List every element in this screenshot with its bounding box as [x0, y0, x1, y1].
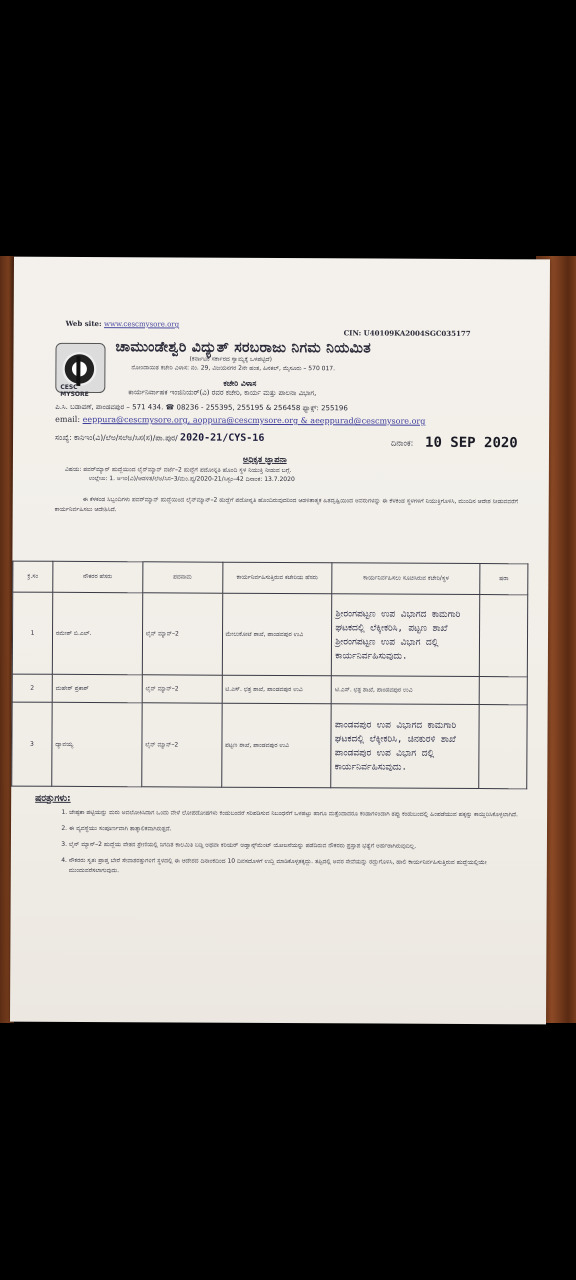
cell-current-office: ಟಿ.ಎಸ್. ಛತ್ರ ಶಾಖೆ, ಪಾಂಡವಪುರ ಉವಿ	[222, 675, 332, 704]
reference-number	[55, 432, 264, 444]
cin-number: CIN: U40109KA2004SGC035177	[343, 328, 471, 338]
header-employee-name: ನೌಕರರ ಹೆಸರು	[53, 561, 143, 592]
cell-new-office: ಪಾಂಡವಪುರ ಉಪ ವಿಭಾಗದ ಕಾಮಗಾರಿ ಘಟಕದಲ್ಲಿ ಲೆಕ್ಕೀಕರಿಸಿ, ಚಿನಕುರಳಿ ಶಾಖೆ ಪಾಂಡವಪುರ ಉಪ ವಿಭಾಗ ದಲ್ಲಿ ಕಾರ್ಯನಿರ್ವಹಿಸುವುದು.	[331, 704, 479, 789]
cell-remarks	[479, 595, 527, 677]
condition-item: 3. ಲೈನ್ ಮ್ಯಾನ್–2 ಹುದ್ದೆಯ ವೇತನ ಶ್ರೇಣಿಯಲ್ಲಿ ನಿಗದಿತ ಕಾಲಮಿತಿ ಬಡ್ತಿ ಅಥವಾ ಕರಿಯರ್ ಅಡ್ವಾನ್ಸ್‌ಮೆಂಟ್ ಯೋಜನೆಯನ್ನು ಪಡೆದಿರುವ ನೌಕರರು ಪ್ರಸ್ತಾಪ ಭತ್ಯೆಗೆ ಅರ್ಹರಾಗಿರುವುದಿಲ್ಲ.	[69, 840, 539, 852]
date-label: ದಿನಾಂಕ:	[391, 438, 414, 448]
website-line	[66, 319, 180, 329]
table-header-row	[13, 561, 528, 595]
cell-serial: 2	[12, 674, 52, 702]
reference-handwritten: 2020-21/CYS-16	[180, 432, 265, 444]
header-new-office: ಕಾರ್ಯನಿರ್ವಹಿಸಲು ಸೂಚಿಸಿರುವ ಕಚೇರಿ/ಸ್ಥಳ	[332, 563, 480, 595]
date-stamp: 10 SEP 2020	[424, 434, 518, 452]
cell-employee-name: ಮಹೇಶ್ ಪ್ರಕಾಶ್	[52, 674, 142, 702]
website-label: Web site:	[65, 318, 102, 329]
cell-designation: ಲೈನ್ ಮ್ಯಾನ್–2	[142, 675, 222, 703]
reference-prefix: ಸಂಖ್ಯೆ: ಕಾನಿಇಂ(ವಿ)/ಲೆಅ/ಸಲೆಅ/ಸಿಸ(ಸ)/ಪಾ.ಪುರ/	[55, 432, 178, 443]
cell-current-office: ಪಟ್ಟಣ ಶಾಖೆ, ಪಾಂಡವಪುರ ಉವಿ	[221, 703, 331, 788]
registered-office-line: ನೋಂದಾಯಿತ ಕಚೇರಿ ವಿಳಾಸ: ನಂ. 29, ವಿಜಯನಗರ 2ನೇ ಹಂತ, ಹಿನಕಲ್, ಮೈಸೂರು – 570 017.	[131, 364, 336, 373]
notice-title: ಅಧಿಕೃತ ಜ್ಞಾಪನಾ	[242, 454, 287, 465]
cell-current-office: ಮೇಲುಕೋಟೆ ಶಾಖೆ, ಪಾಂಡವಪುರ ಉವಿ	[222, 593, 332, 676]
header-designation: ಪದನಾಮ	[142, 562, 222, 593]
cell-employee-name: ದ್ಯಾವಯ್ಯ	[52, 702, 142, 786]
cell-designation: ಲೈನ್ ಮ್ಯಾನ್–2	[142, 593, 222, 675]
email-line	[55, 415, 425, 426]
cell-designation: ಲೈನ್ ಮ್ಯಾನ್–2	[141, 703, 221, 787]
document-paper	[10, 257, 550, 1025]
government-undertaking-line: (ಕರ್ನಾಟಕ ಸರ್ಕಾರದ ಸ್ವಾಮ್ಯಕ್ಕೆ ಒಳಪಟ್ಟಿದೆ)	[189, 355, 272, 363]
cell-serial: 1	[12, 592, 52, 674]
cell-remarks	[479, 705, 527, 789]
cell-new-office: ಶ್ರೀರಂಗಪಟ್ಟಣ ಉಪ ವಿಭಾಗದ ಕಾಮಗಾರಿ ಘಟಕದಲ್ಲಿ ಲೆಕ್ಕೀಕರಿಸಿ, ಪಟ್ಟಣ ಶಾಖೆ ಶ್ರೀರಂಗಪಟ್ಟಣ ಉಪ ವಿಭಾಗ ದಲ್ಲಿ ಕಾರ್ಯನಿರ್ವಹಿಸುವುದು.	[332, 594, 480, 677]
notice-body: ಈ ಕೆಳಕಂಡ ಸಿಬ್ಬಂದಿಗಳು ಪವರ್‌ಮ್ಯಾನ್ ಹುದ್ದೆಯಿಂದ ಲೈನ್‌ಮ್ಯಾನ್–2 ಹುದ್ದೆಗೆ ಪದೋನ್ನತಿ ಹೊಂದಿರುವುದರಿಂದ ಆಡಳಿತಾತ್ಮಕ ಹಿತದೃಷ್ಟಿಯಿಂದ ಅವರುಗಳನ್ನು ಈ ಕೆಳಕಂಡ ಸ್ಥಳಗಳಿಗೆ ನಿಯುಕ್ತಿಗೊಳಿಸಿ, ಮುಂದಿನ ಆದೇಶ ನೀಡುವವರೆಗೆ ಕಾರ್ಯನಿರ್ವಹಿಸಲು ಆದೇಶಿಸಿದೆ.	[54, 495, 519, 514]
cell-serial: 3	[12, 702, 52, 786]
table-row	[12, 702, 527, 789]
website-link[interactable]: www.cescmysore.org	[104, 320, 180, 329]
email-label: email:	[55, 414, 81, 424]
office-address-title: ಕಚೇರಿ ವಿಳಾಸ	[223, 378, 257, 388]
cell-remarks	[479, 677, 527, 705]
email-links[interactable]: eeppura@cescmysore.org, aoppura@cescmysore.org & aeeppurad@cescmysore.org	[82, 414, 426, 426]
transfer-table	[11, 561, 528, 790]
cesc-logo	[55, 343, 105, 398]
notice-subject: ವಿಷಯ: ಪವರ್‌ಮ್ಯಾನ್ ಹುದ್ದೆಯಿಂದ ಲೈನ್‌ಮ್ಯಾನ್ ದರ್ಜೆ–2 ಹುದ್ದೆಗೆ ಪದೋನ್ನತಿ ಹೊಂದಿ ಸ್ಥಳ ನಿಯುಕ್ತಿ ನೀಡುವ ಬಗ್ಗೆ.	[64, 465, 292, 475]
cell-employee-name: ರಮೇಶ್ ಬಿ.ಎಲ್.	[52, 592, 142, 674]
table-row	[12, 674, 527, 705]
table-row	[12, 592, 527, 677]
condition-item: 4. ನೌಕರರು ಸ್ವತಃ ಪ್ರಾಪ್ತ ಬೇರೆ ಸೇವಾಶರತ್ತುಗಳಿಗೆ ಸ್ಥಳದಲ್ಲಿ ಈ ಆದೇಶದ ದಿನಾಂಕದಿಂದ 10 ದಿವಸದೊಳಗೆ ಉದ್ದಿ ಮಾಡಿಕೊಳ್ಳತಕ್ಕದ್ದು. ತಪ್ಪಿದಲ್ಲಿ ಅವರ ಸೇವೆಯನ್ನು ರದ್ದುಗೊಳಿಸಿ, ಹಾಲಿ ಕಾರ್ಯನಿರ್ವಹಿಸುತ್ತಿರುವ ಹುದ್ದೆಯಲ್ಲಿಯೇ ಮುಂದುವರೆಸಲಾಗುವುದು.	[69, 856, 539, 878]
logo-text: CESC MYSORE	[60, 383, 89, 398]
conditions-list	[51, 808, 539, 885]
office-address-line: ಕಾರ್ಯನಿರ್ವಾಹಕ ಇಂಜಿನಿಯರ್(ವಿ) ರವರ ಕಚೇರಿ, ಕಾರ್ಯ ಮತ್ತು ಪಾಲನಾ ವಿಭಾಗ,	[128, 388, 317, 398]
header-remarks: ಷರಾ	[480, 564, 528, 595]
header-serial: ಕ್ರ.ಸಂ	[13, 561, 53, 592]
notice-references: ಉಲ್ಲೇಖ: 1. ಅಇಂ(ವಿ)/ಆಡಳಿತ/ಲೆಅ/ಸಿಸ–3/ಮಂ.ಪ್ಯ/2020-21/ಸಿಸ್ಟಂ–42 ದಿನಾಂಕ: 13.7.2020	[88, 474, 295, 484]
conditions-title: ಷರತ್ತುಗಳು:	[35, 793, 71, 804]
condition-item: 1. ಜೇಷ್ಠತಾ ಪಟ್ಟಿಯನ್ನು ಮರು ಅವಲೋಕಿಸಿದಾಗ ಒಂದು ವೇಳೆ ಲೋಪದೋಷಗಳು ಕಂಡುಬಂದರೆ ಸರಿಪಡಿಸುವ ನಿಬಂಧನೆಗೆ ಒಳಪಟ್ಟು ಹಾಗೂ ಮತ್ತೆಂದಾದರೂ ಕಂಡಾಗಳಿಂದಾಗಿ ತಪ್ಪು ಕಂಡುಬಂದಲ್ಲಿ ಹಿಂಪಡೆಯುವ ಹಕ್ಕನ್ನು ಕಾಯ್ದಿರಿಸಿಕೊಳ್ಳಲಾಗಿದೆ.	[69, 808, 539, 820]
cell-new-office: ಟಿ.ಎಸ್. ಛತ್ರ ಶಾಖೆ, ಪಾಂಡವಪುರ ಉವಿ	[331, 676, 479, 705]
condition-item: 2. ಈ ವ್ಯವಸ್ಥೆಯು ಸಂಪೂರ್ಣವಾಗಿ ತಾತ್ಕಾಲಿಕವಾಗಿರುತ್ತದೆ.	[69, 824, 539, 836]
organization-name: ಚಾಮುಂಡೇಶ್ವರಿ ವಿದ್ಯುತ್ ಸರಬರಾಜು ನಿಗಮ ನಿಯಮಿತ	[115, 339, 372, 357]
header-current-office: ಕಾರ್ಯನಿರ್ವಹಿಸುತ್ತಿರುವ ಕಚೇರಿಯ ಹೆಸರು	[222, 562, 332, 594]
logo-pole-icon	[76, 356, 80, 386]
contact-address-line: ಪಿ.ಸಿ. ಬಡಾವಣೆ, ಪಾಂಡವಪುರ – 571 434. ☎ 08236 - 255395, 255195 & 256458 ಫ್ಯಾಕ್ಸ್: 255196	[55, 402, 348, 413]
